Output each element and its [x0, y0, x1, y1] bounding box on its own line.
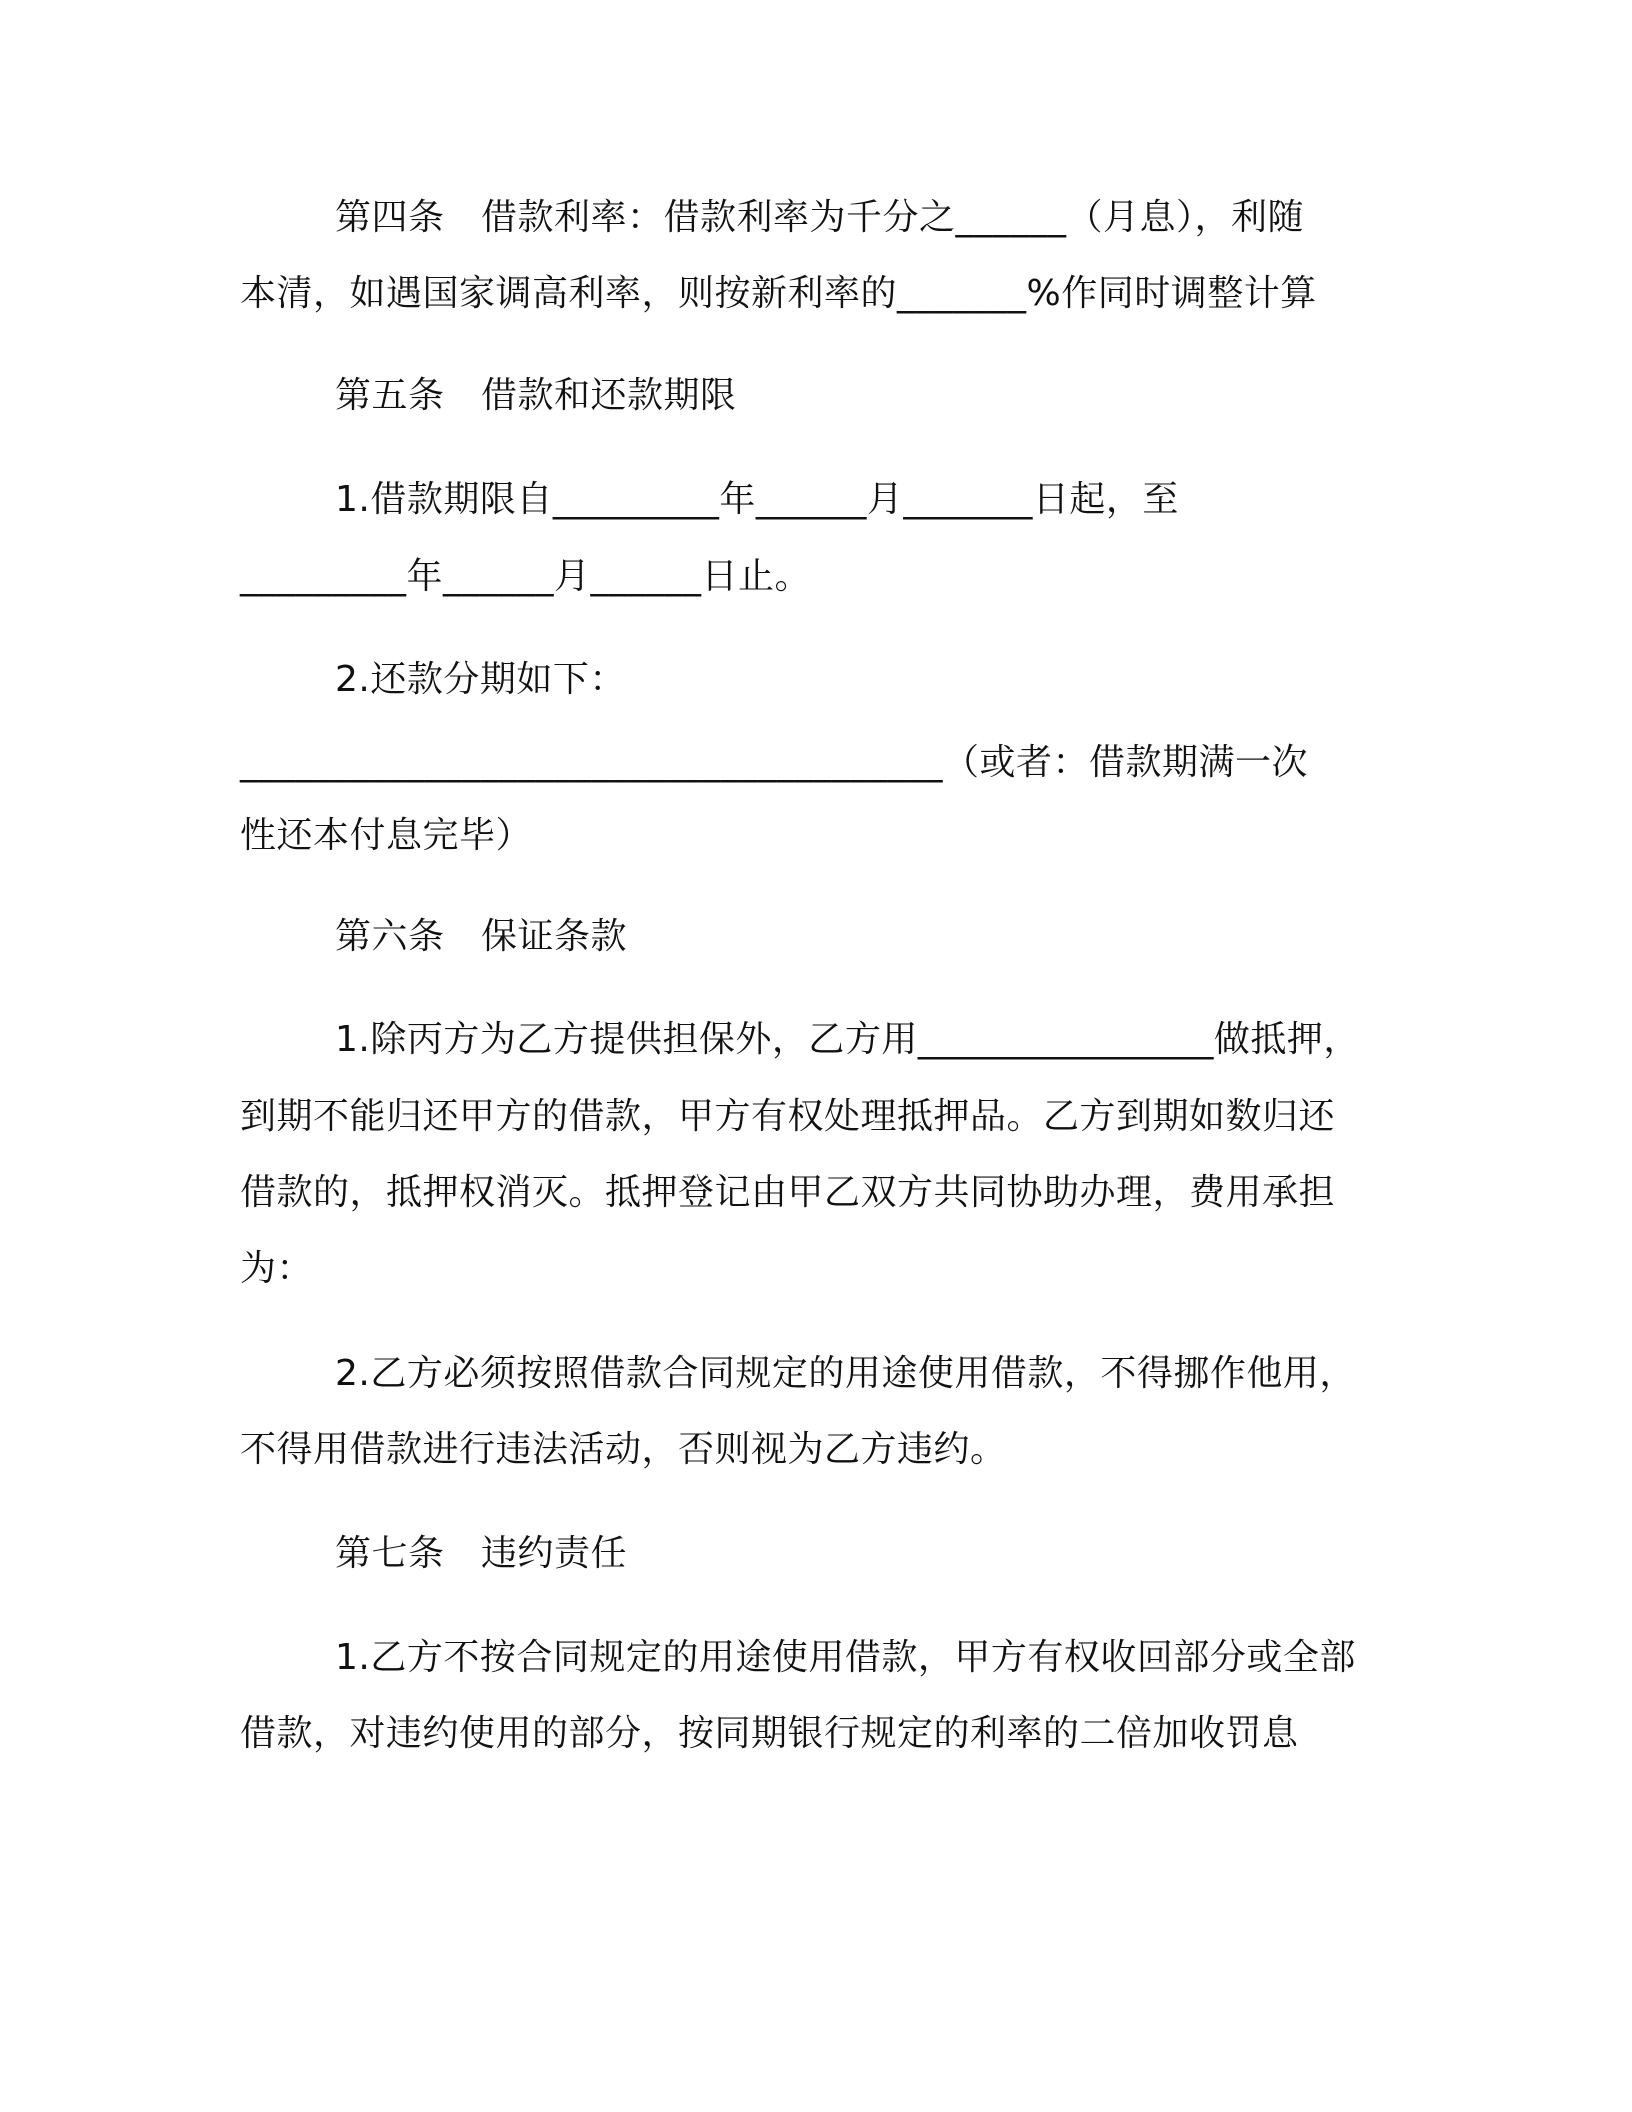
article-7-heading: 第七条 违约责任 — [335, 1533, 628, 1574]
article-7-item-1-line-2: 借款，对违约使用的部分，按同期银行规定的利率的二倍加收罚息 — [240, 1713, 1299, 1754]
article-5-heading: 第五条 借款和还款期限 — [335, 375, 737, 416]
article-5-item-1-line-1: 1.借款期限自_________年______月_______日起，至 — [335, 479, 1179, 520]
article-6-item-2-line-2: 不得用借款进行违法活动，否则视为乙方违约。 — [240, 1429, 1007, 1470]
article-6-item-2-line-1: 2.乙方必须按照借款合同规定的用途使用借款，不得挪作他用， — [335, 1353, 1356, 1394]
article-6-item-1-line-4: 为： — [240, 1248, 314, 1289]
article-4-line-2: 本清，如遇国家调高利率，则按新利率的_______%作同时调整计算 — [240, 273, 1317, 314]
article-5-item-1-line-2: _________年______月______日止。 — [240, 556, 812, 597]
article-6-item-1-line-1: 1.除丙方为乙方提供担保外，乙方用________________做抵押， — [335, 1019, 1360, 1060]
article-6-item-1-line-3: 借款的，抵押权消灭。抵押登记由甲乙双方共同协助办理，费用承担 — [240, 1172, 1336, 1213]
article-5-item-2-line-3: 性还本付息完毕） — [240, 815, 533, 856]
article-5-item-2-line-2: ______________________________________（或者：借款期满一次 — [240, 742, 1309, 783]
article-4-line-1: 第四条 借款利率：借款利率为千分之______（月息），利随 — [335, 197, 1305, 238]
article-7-item-1-line-1: 1.乙方不按合同规定的用途使用借款，甲方有权收回部分或全部 — [335, 1637, 1356, 1678]
article-6-heading: 第六条 保证条款 — [335, 916, 628, 957]
article-6-item-1-line-2: 到期不能归还甲方的借款，甲方有权处理抵押品。乙方到期如数归还 — [240, 1096, 1336, 1137]
article-5-item-2-line-1: 2.还款分期如下： — [335, 659, 626, 700]
